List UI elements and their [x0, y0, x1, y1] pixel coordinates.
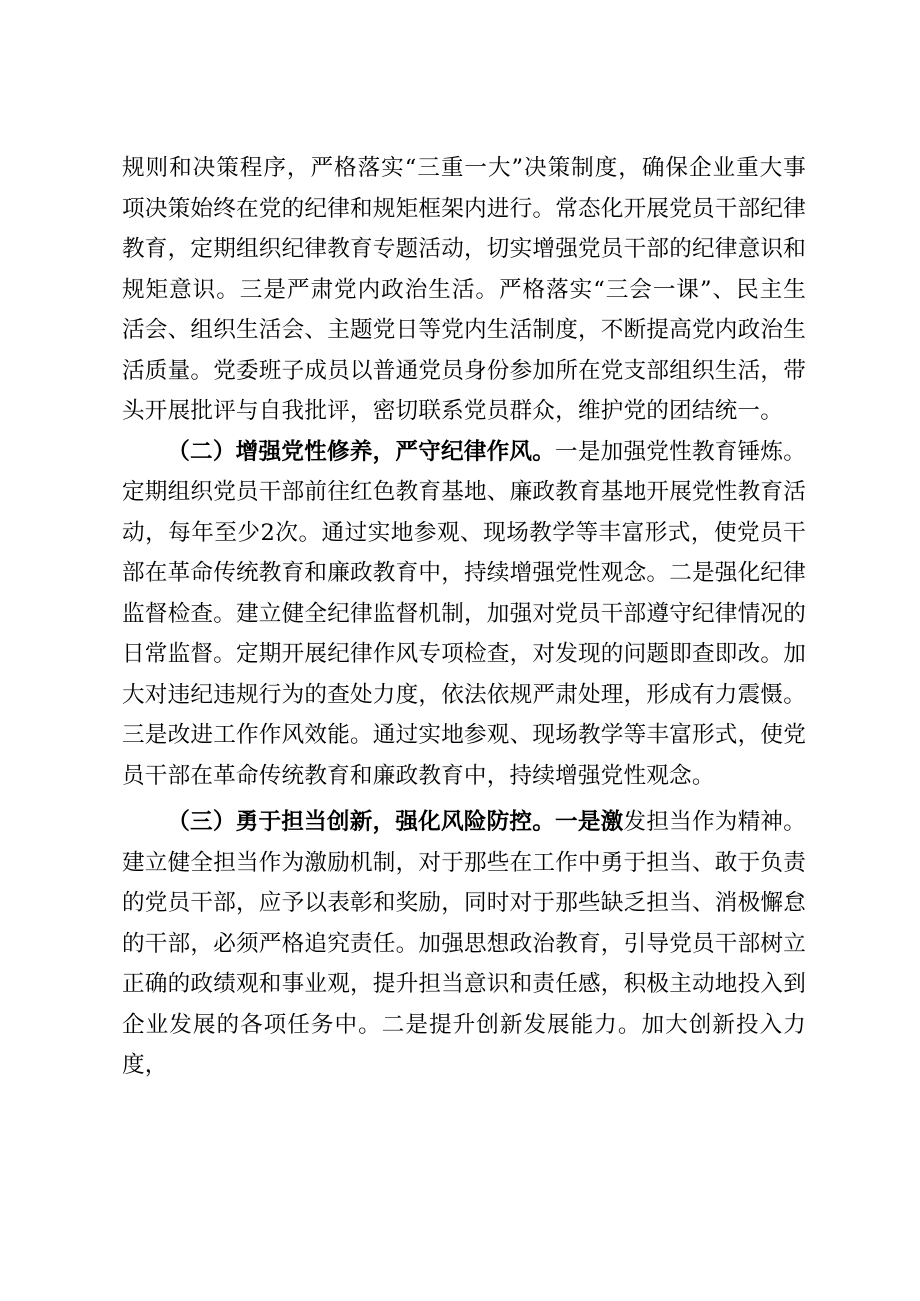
paragraph-3: [122, 802, 806, 1086]
paragraph-1-body: 规则和决策程序，严格落实“三重一大”决策制度，确保企业重大事项决策始终在党的纪律和规矩框架内进行。常态化开展党员干部纪律教育，定期组织纪律教育专题活动，切实增强党员干部的纪律意识和规矩意识。三是严肃党内政治生活。严格落实“三会一课”、民主生活会、组织生活会、主题党日等党内生活制度，不断提高党内政治生活质量。党委班子成员以普通党员身份参加所在党支部组织生活，带头开展批评与自我批评，密切联系党员群众，维护党的团结统一。: [122, 155, 806, 424]
document-page: [122, 148, 806, 1086]
paragraph-3-heading: （三）勇于担当创新，强化风险防控。一是激: [167, 809, 624, 835]
paragraph-1: [122, 148, 806, 432]
paragraph-2-heading: （二）增强党性修养，严守纪律作风。: [167, 438, 556, 465]
paragraph-2-body: 一是加强党性教育锤炼。定期组织党员干部前往红色教育基地、廉政教育基地开展党性教育活动，每年至少2次。通过实地参观、现场教学等丰富形式，使党员干部在革命传统教育和廉政教育中，持续增强党性观念。二是强化纪律监督检查。建立健全纪律监督机制，加强对党员干部遵守纪律情况的日常监督。定期开展纪律作风专项检查，对发现的问题即查即改。加大对违纪违规行为的查处力度，依法依规严肃处理，形成有力震慑。三是改进工作作风效能。通过实地参观、现场教学等丰富形式，使党员干部在革命传统教育和廉政教育中，持续增强党性观念。: [122, 438, 806, 789]
paragraph-3-body: 发担当作为精神。建立健全担当作为激励机制，对于那些在工作中勇于担当、敢于负责的党员干部，应予以表彰和奖励，同时对于那些缺乏担当、消极懈怠的干部，必须严格追究责任。加强思想政治教育，引导党员干部树立正确的政绩观和事业观，提升担当意识和责任感，积极主动地投入到企业发展的各项任务中。二是提升创新发展能力。加大创新投入力度，: [122, 809, 806, 1078]
paragraph-2: [122, 432, 806, 797]
